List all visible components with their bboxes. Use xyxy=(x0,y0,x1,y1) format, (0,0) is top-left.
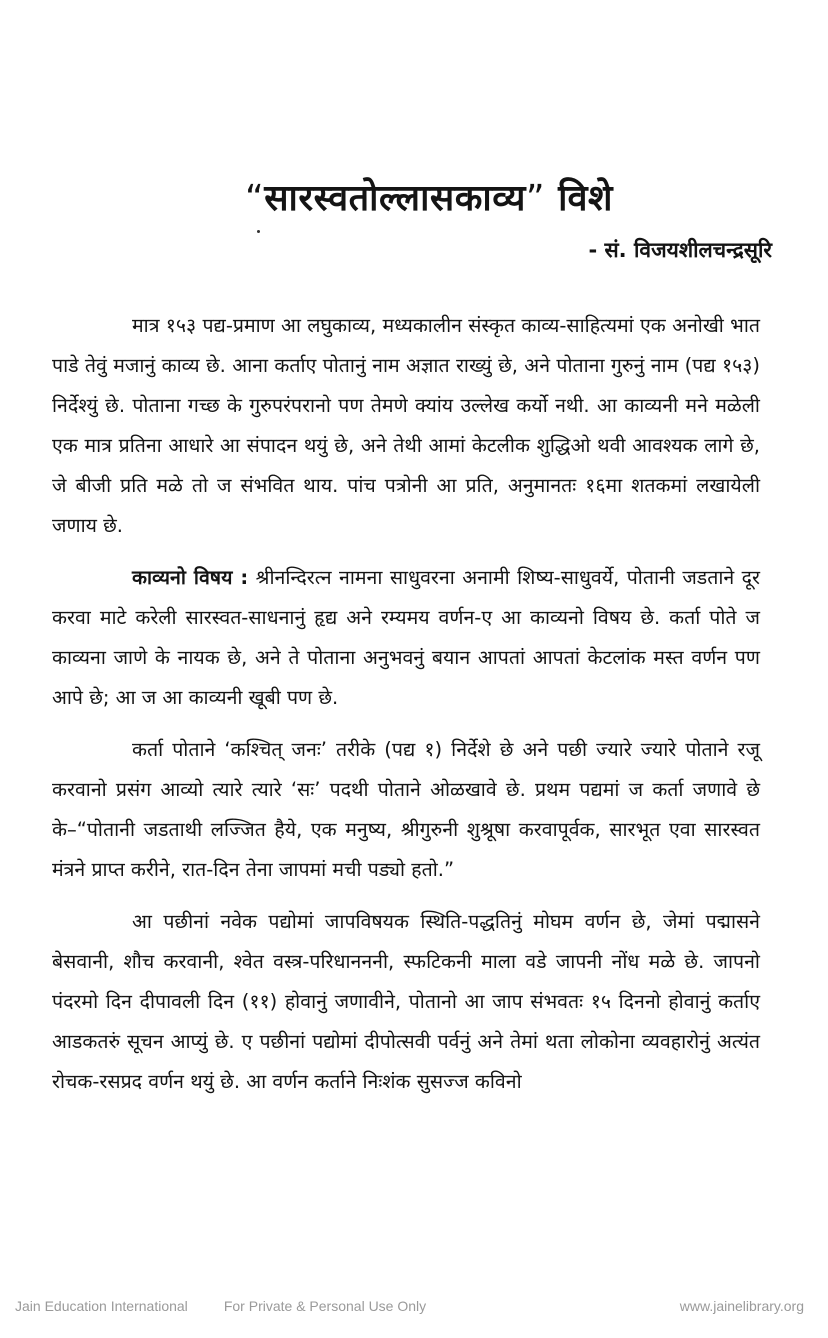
author-byline: - सं. विजयशीलचन्द्रसूरि xyxy=(588,238,772,262)
footer-publisher: Jain Education International xyxy=(15,1298,188,1314)
paragraph-1-text: मात्र १५३ पद्य-प्रमाण आ लघुकाव्य, मध्यकालीन संस्कृत काव्य-साहित्यमां एक अनोखी भात पाडे तेवुं मजानुं काव्य छे. आना कर्ताए पोतानुं नाम अज्ञात राख्युं छे, अने पोताना गुरुनुं नाम (पद्य १५३) निर्देश्युं छे. पोताना गच्छ के गुरुपरंपरानो पण तेमणे क्यांय उल्लेख कर्यो नथी. आ काव्यनी मने मळेली एक मात्र प्रतिना आधारे आ संपादन थयुं छे, अने तेथी आमां केटलीक शुद्धिओ थवी आवश्यक लागे छे, जे बीजी प्रति मळे तो ज संभवित थाय. पांच पत्रोनी आ प्रति, अनुमानतः १६मा शतकमां लखायेली जणाय छे. xyxy=(52,314,760,537)
paragraph-2-lead-heading: काव्यनो विषय : xyxy=(132,566,249,589)
footer-usage-notice: For Private & Personal Use Only xyxy=(223,1298,427,1314)
article-body xyxy=(52,306,760,1102)
paragraph-3 xyxy=(52,730,760,890)
footer-website-link[interactable]: www.jainelibrary.org xyxy=(679,1298,804,1314)
title-open-quote: “ xyxy=(245,178,265,219)
scan-speck xyxy=(257,230,260,233)
paragraph-3-text: कर्ता पोताने ‘कश्चित् जनः’ तरीके (पद्य १) निर्देशे छे अने पछी ज्यारे ज्यारे पोताने रजू करवानो प्रसंग आव्यो त्यारे त्यारे ‘सः’ पदथी पोताने ओळखावे छे. प्रथम पद्यमां ज कर्ता जणावे छे के–“पोतानी जडताथी लज्जित हैये, एक मनुष्य, श्रीगुरुनी शुश्रूषा करवापूर्वक, सारभूत एवा सारस्वत मंत्रने प्राप्त करीने, रात-दिन तेना जापमां मची पड्यो हतो.” xyxy=(52,738,760,881)
title-suffix: विशे xyxy=(558,178,613,219)
paragraph-1 xyxy=(52,306,760,546)
title-close-quote: ” xyxy=(525,178,546,219)
paragraph-4 xyxy=(52,902,760,1102)
paragraph-2-text: श्रीनन्दिरत्न नामना साधुवरना अनामी शिष्य-साधुवर्ये, पोतानी जडताने दूर करवा माटे करेली सारस्वत-साधनानुं हृद्य अने रम्यमय वर्णन-ए आ काव्यनो विषय छे. कर्ता पोते ज काव्यना जाणे के नायक छे, अने ते पोताना अनुभवनुं बयान आपतां आपतां केटलांक मस्त वर्णन पण आपे छे; आ ज आ काव्यनी खूबी पण छे. xyxy=(52,566,760,709)
page-footer xyxy=(0,1298,828,1318)
title-text: सारस्वतोल्लासकाव्य xyxy=(264,178,526,219)
paragraph-2 xyxy=(52,558,760,718)
paragraph-4-text: आ पछीनां नवेक पद्योमां जापविषयक स्थिति-पद्धतिनुं मोघम वर्णन छे, जेमां पद्मासने बेसवानी, शौच करवानी, श्वेत वस्त्र-परिधानननी, स्फटिकनी माला वडे जापनी नोंध मळे छे. जापनो पंदरमो दिन दीपावली दिन (११) होवानुं जणावीने, पोतानो आ जाप संभवतः १५ दिननो होवानुं कर्ताए आडकतरुं सूचन आप्युं छे. ए पछीनां पद्योमां दीपोत्सवी पर्वनुं अने तेमां थता लोकोना व्यवहारोनुं अत्यंत रोचक-रसप्रद वर्णन थयुं छे. आ वर्णन कर्ताने निःशंक सुसज्ज कविनो xyxy=(52,910,760,1093)
page-title xyxy=(0,172,828,221)
